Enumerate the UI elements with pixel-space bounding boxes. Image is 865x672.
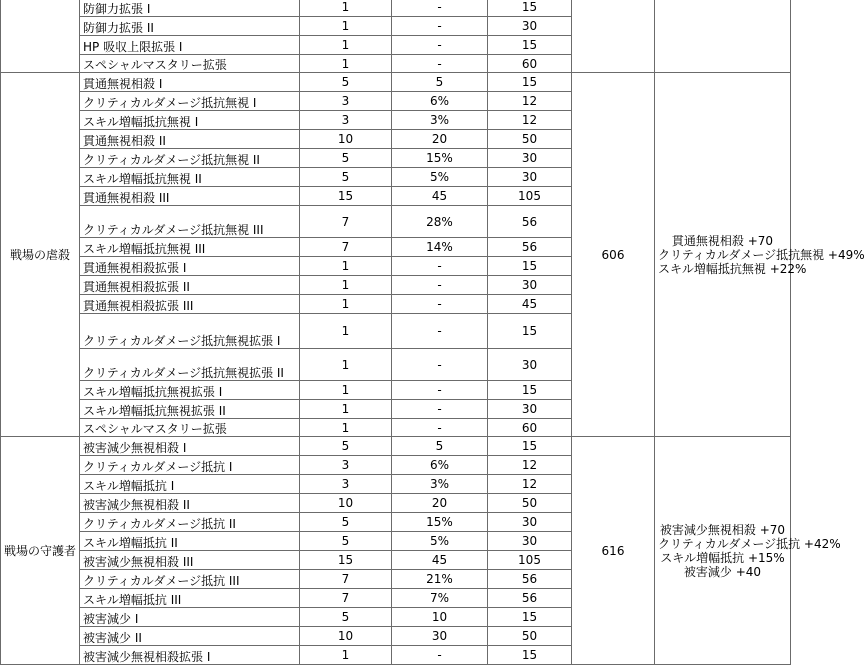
skill-cost-cell: 50 (488, 494, 572, 513)
skill-level-cell: 3 (300, 475, 392, 494)
skill-cost-cell: 15 (488, 257, 572, 276)
group-name-cell: 戦場の守護者 (1, 437, 80, 665)
skill-cost-cell: 12 (488, 92, 572, 111)
skill-value-cell: - (392, 0, 488, 17)
skill-level-cell: 3 (300, 92, 392, 111)
skill-name-cell: 被害減少無視相殺 II (80, 494, 300, 513)
skill-cost-cell: 15 (488, 437, 572, 456)
skill-name-cell: クリティカルダメージ抵抗 I (80, 456, 300, 475)
skill-value-cell: 15% (392, 513, 488, 532)
skill-name-cell: HP 吸収上限拡張 I (80, 36, 300, 55)
skill-level-cell: 5 (300, 532, 392, 551)
skill-value-cell: 10 (392, 608, 488, 627)
skill-value-cell: 7% (392, 589, 488, 608)
skill-cost-cell: 56 (488, 570, 572, 589)
bonus-line: クリティカルダメージ抵抗無視 +49% (658, 247, 865, 262)
skill-name-cell: スキル増幅抵抗無視 II (80, 168, 300, 187)
skill-cost-cell: 45 (488, 295, 572, 314)
skill-name-cell: クリティカルダメージ抵抗無視拡張 II (80, 349, 300, 381)
skill-level-cell: 1 (300, 17, 392, 36)
skill-level-cell: 1 (300, 314, 392, 349)
skill-name-cell: スキル増幅抵抗無視拡張 II (80, 400, 300, 419)
skill-value-cell: 5 (392, 73, 488, 92)
skill-level-cell: 7 (300, 570, 392, 589)
skill-value-cell: 5 (392, 437, 488, 456)
skill-name-cell: スキル増幅抵抗無視 III (80, 238, 300, 257)
bonus-line: クリティカルダメージ抵抗 +42% (658, 536, 841, 551)
skill-level-cell: 15 (300, 187, 392, 206)
skill-level-cell: 1 (300, 55, 392, 73)
skill-name-cell: 被害減少無視相殺 I (80, 437, 300, 456)
skill-name-cell: スペシャルマスタリー拡張 (80, 419, 300, 437)
skill-cost-cell: 30 (488, 400, 572, 419)
skill-cost-cell: 60 (488, 55, 572, 73)
skill-cost-cell: 30 (488, 513, 572, 532)
skill-level-cell: 7 (300, 589, 392, 608)
skill-value-cell: 14% (392, 238, 488, 257)
bonus-line: 被害減少無視相殺 +70 (659, 522, 786, 537)
skill-cost-cell: 12 (488, 111, 572, 130)
skill-value-cell: 3% (392, 111, 488, 130)
skill-level-cell: 10 (300, 627, 392, 646)
skill-level-cell: 7 (300, 238, 392, 257)
skill-value-cell: 6% (392, 92, 488, 111)
bonus-summary-cell (655, 0, 791, 73)
skill-name-cell: スペシャルマスタリー拡張 (80, 55, 300, 73)
group-name-cell (1, 0, 80, 73)
skill-name-cell: 防御力拡張 I (80, 0, 300, 17)
skill-cost-cell: 56 (488, 238, 572, 257)
skill-name-cell: スキル増幅抵抗無視 I (80, 111, 300, 130)
skill-name-cell: クリティカルダメージ抵抗無視 II (80, 149, 300, 168)
skill-value-cell: - (392, 381, 488, 400)
skill-level-cell: 1 (300, 381, 392, 400)
skill-level-cell: 5 (300, 608, 392, 627)
bonus-summary-cell (655, 437, 841, 665)
skill-level-cell: 1 (300, 349, 392, 381)
skill-value-cell: - (392, 295, 488, 314)
skill-level-cell: 5 (300, 513, 392, 532)
skill-name-cell: スキル増幅抵抗無視拡張 I (80, 381, 300, 400)
skill-value-cell: - (392, 646, 488, 665)
skill-level-cell: 1 (300, 257, 392, 276)
skill-name-cell: 貫通無視相殺 III (80, 187, 300, 206)
skill-value-cell: 28% (392, 206, 488, 238)
skill-value-cell: - (392, 314, 488, 349)
skill-name-cell: 貫通無視相殺拡張 I (80, 257, 300, 276)
skill-cost-cell: 30 (488, 532, 572, 551)
skill-cost-cell: 15 (488, 608, 572, 627)
skill-level-cell: 3 (300, 111, 392, 130)
skill-value-cell: 5% (392, 168, 488, 187)
skill-level-cell: 5 (300, 168, 392, 187)
skill-value-cell: 15% (392, 149, 488, 168)
skill-level-cell: 1 (300, 36, 392, 55)
skill-level-cell: 1 (300, 0, 392, 17)
skill-cost-cell: 12 (488, 475, 572, 494)
skill-value-cell: - (392, 17, 488, 36)
skill-name-cell: 貫通無視相殺拡張 III (80, 295, 300, 314)
table-row (1, 0, 791, 17)
skill-name-cell: クリティカルダメージ抵抗無視 III (80, 206, 300, 238)
skill-value-cell: - (392, 36, 488, 55)
skill-level-cell: 10 (300, 494, 392, 513)
skill-name-cell: 防御力拡張 II (80, 17, 300, 36)
skill-cost-cell: 15 (488, 36, 572, 55)
bonus-line: 被害減少 +40 (683, 564, 762, 579)
skill-level-cell: 10 (300, 130, 392, 149)
bonus-line: スキル増幅抵抗無視 +22% (658, 261, 807, 276)
skill-value-cell: 20 (392, 130, 488, 149)
skill-cost-cell: 105 (488, 551, 572, 570)
skill-level-cell: 1 (300, 400, 392, 419)
skill-cost-cell: 50 (488, 130, 572, 149)
skill-cost-cell: 12 (488, 456, 572, 475)
skill-level-cell: 1 (300, 646, 392, 665)
skill-cost-cell: 15 (488, 314, 572, 349)
bonus-line: スキル増幅抵抗 +15% (660, 550, 785, 565)
skill-cost-cell: 56 (488, 206, 572, 238)
skill-cost-cell: 50 (488, 627, 572, 646)
skill-value-cell: 3% (392, 475, 488, 494)
table-row (1, 437, 791, 456)
skill-name-cell: 被害減少 II (80, 627, 300, 646)
skill-name-cell: クリティカルダメージ抵抗 III (80, 570, 300, 589)
skill-cost-cell: 56 (488, 589, 572, 608)
skill-name-cell: 被害減少無視相殺 III (80, 551, 300, 570)
skill-level-cell: 5 (300, 437, 392, 456)
skill-cost-cell: 60 (488, 419, 572, 437)
skill-value-cell: - (392, 276, 488, 295)
skill-name-cell: クリティカルダメージ抵抗無視拡張 I (80, 314, 300, 349)
bonus-summary-cell (655, 73, 865, 437)
skill-cost-cell: 15 (488, 381, 572, 400)
total-cost-cell: 606 (572, 73, 655, 437)
skill-name-cell: 被害減少 I (80, 608, 300, 627)
skill-cost-cell: 30 (488, 149, 572, 168)
skill-value-cell: 5% (392, 532, 488, 551)
skill-cost-cell: 30 (488, 17, 572, 36)
skill-value-cell: 20 (392, 494, 488, 513)
skill-name-cell: 貫通無視相殺拡張 II (80, 276, 300, 295)
skill-cost-cell: 15 (488, 646, 572, 665)
skill-level-cell: 15 (300, 551, 392, 570)
skill-value-cell: 6% (392, 456, 488, 475)
skill-value-cell: - (392, 349, 488, 381)
group-name-cell: 戦場の虐殺 (1, 73, 80, 437)
skill-level-cell: 1 (300, 276, 392, 295)
skill-value-cell: - (392, 419, 488, 437)
skill-name-cell: スキル増幅抵抗 I (80, 475, 300, 494)
skill-level-cell: 1 (300, 419, 392, 437)
skill-name-cell: クリティカルダメージ抵抗無視 I (80, 92, 300, 111)
skill-cost-cell: 105 (488, 187, 572, 206)
skill-name-cell: クリティカルダメージ抵抗 II (80, 513, 300, 532)
total-cost-cell: 616 (572, 437, 655, 665)
skill-level-cell: 5 (300, 149, 392, 168)
skill-cost-cell: 30 (488, 349, 572, 381)
skill-value-cell: 45 (392, 551, 488, 570)
skill-value-cell: 30 (392, 627, 488, 646)
skill-name-cell: スキル増幅抵抗 II (80, 532, 300, 551)
skill-name-cell: 貫通無視相殺 I (80, 73, 300, 92)
skill-cost-cell: 30 (488, 276, 572, 295)
skill-name-cell: 被害減少無視相殺拡張 I (80, 646, 300, 665)
total-cost-cell (572, 0, 655, 73)
skill-cost-cell: 15 (488, 73, 572, 92)
skill-value-cell: - (392, 257, 488, 276)
skill-value-cell: - (392, 55, 488, 73)
skill-name-cell: 貫通無視相殺 II (80, 130, 300, 149)
skill-cost-cell: 30 (488, 168, 572, 187)
skill-value-cell: 21% (392, 570, 488, 589)
skill-value-cell: 45 (392, 187, 488, 206)
skill-level-cell: 7 (300, 206, 392, 238)
skill-level-cell: 5 (300, 73, 392, 92)
table-row (1, 73, 791, 92)
bonus-line: 貫通無視相殺 +70 (671, 233, 774, 248)
skill-level-cell: 1 (300, 295, 392, 314)
skill-level-cell: 3 (300, 456, 392, 475)
skill-value-cell: - (392, 400, 488, 419)
skill-cost-cell: 15 (488, 0, 572, 17)
skill-name-cell: スキル増幅抵抗 III (80, 589, 300, 608)
